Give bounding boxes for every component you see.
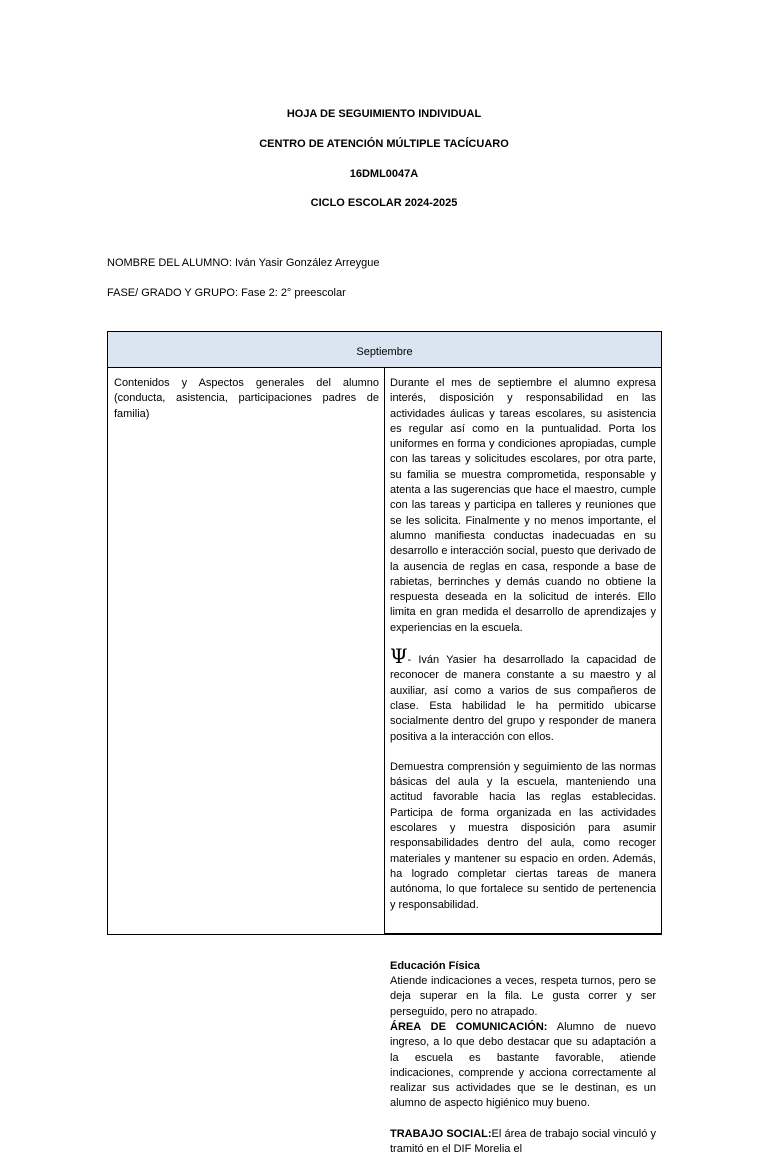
- student-grade: FASE/ GRADO Y GRUPO: Fase 2: 2° preescolar: [107, 287, 346, 299]
- paragraph-attendance: Durante el mes de septiembre el alumno expresa interés, disposición y responsabilidad en las actividades áulicas y tareas escolares, su asistencia es regular así como en la puntualidad. Porta los uniformes en forma y condiciones apropiadas, cumple con las tareas y solicitudes escolares, por otra parte, su familia se muestra comprometida, responsable y atenta a las sugerencias que hace el maestro, cumple con las tareas y participa en talleres y reuniones que se les solicita. Finalmente y no menos importante, el alumno manifiesta conductas inadecuadas en su desarrollo e interacción social, puesto que derivado de la ausencia de reglas en casa, responde a base de rabietas, berrinches y demás cuando no obtiene la respuesta deseada en la solicitud de interés. Ello limita en gran medida el desarrollo de aprendizajes y experiencias en la escuela.: [390, 377, 656, 634]
- paragraph-norms: Demuestra comprensión y seguimiento de las normas básicas del aula y la escuela, manteniendo una actitud favorable hacia las reglas establecidas. Participa de forma organizada en las actividades escolares y muestra disposición para asumir responsabilidades dentro del aula, como recoger materiales y mantener su espacio en orden. Además, ha logrado completar ciertas tareas de manera autónoma, lo que fortalece su sentido de pertenencia y responsabilidad.: [390, 760, 656, 911]
- social-heading: TRABAJO SOCIAL:: [390, 1127, 492, 1140]
- social-text: El área de trabajo social vinculó y tramitó en el DIF Morelia el: [390, 1127, 656, 1156]
- communication-heading: ÁREA DE COMUNICACIÓN:: [390, 1020, 548, 1033]
- content-cell: [385, 368, 662, 1156]
- school-code: 16DML0047A: [349, 168, 419, 180]
- student-name: NOMBRE DEL ALUMNO: Iván Yasir González Arreygue: [107, 257, 380, 269]
- psychology-text: - Iván Yasier ha desarrollado la capacidad de reconocer de manera constante a su maestro y al auxiliar, así como a varios de sus compañeros de clase. Esta habilidad le ha permitido ubicarse socialmente dentro del grupo y responder de manera positiva a la interacción con ellos.: [390, 654, 656, 743]
- communication-text: Alumno de nuevo ingreso, a lo que debo destacar que su adaptación a la escuela es bastante favorable, atiende indicaciones, comprende y acciona correctamente al realizar sus actividades que se le destinan, es un alumno de aspecto higiénico muy bueno.: [390, 1020, 656, 1110]
- psi-icon: Ψ: [390, 644, 408, 669]
- month-header: Septiembre: [108, 332, 662, 368]
- communication-paragraph: [390, 1020, 656, 1112]
- pe-heading: Educación Física: [390, 959, 480, 972]
- left-label: Contenidos y Aspectos generales del alumno (conducta, asistencia, participaciones padres de familia): [114, 377, 379, 420]
- social-paragraph: [390, 1127, 656, 1157]
- paragraph-psychology: [390, 644, 656, 745]
- left-label-cell: [108, 368, 385, 935]
- tracking-table: [107, 331, 662, 1156]
- school-cycle: CICLO ESCOLAR 2024-2025: [310, 197, 458, 209]
- school-name: CENTRO DE ATENCIÓN MÚLTIPLE TACÍCUARO: [259, 138, 509, 150]
- pe-text: Atiende indicaciones a veces, respeta turnos, pero se deja superar en la fila. Le gusta correr y ser perseguido, pero no atrapado.: [390, 975, 656, 1018]
- document-title: HOJA DE SEGUIMIENTO INDIVIDUAL: [286, 108, 482, 120]
